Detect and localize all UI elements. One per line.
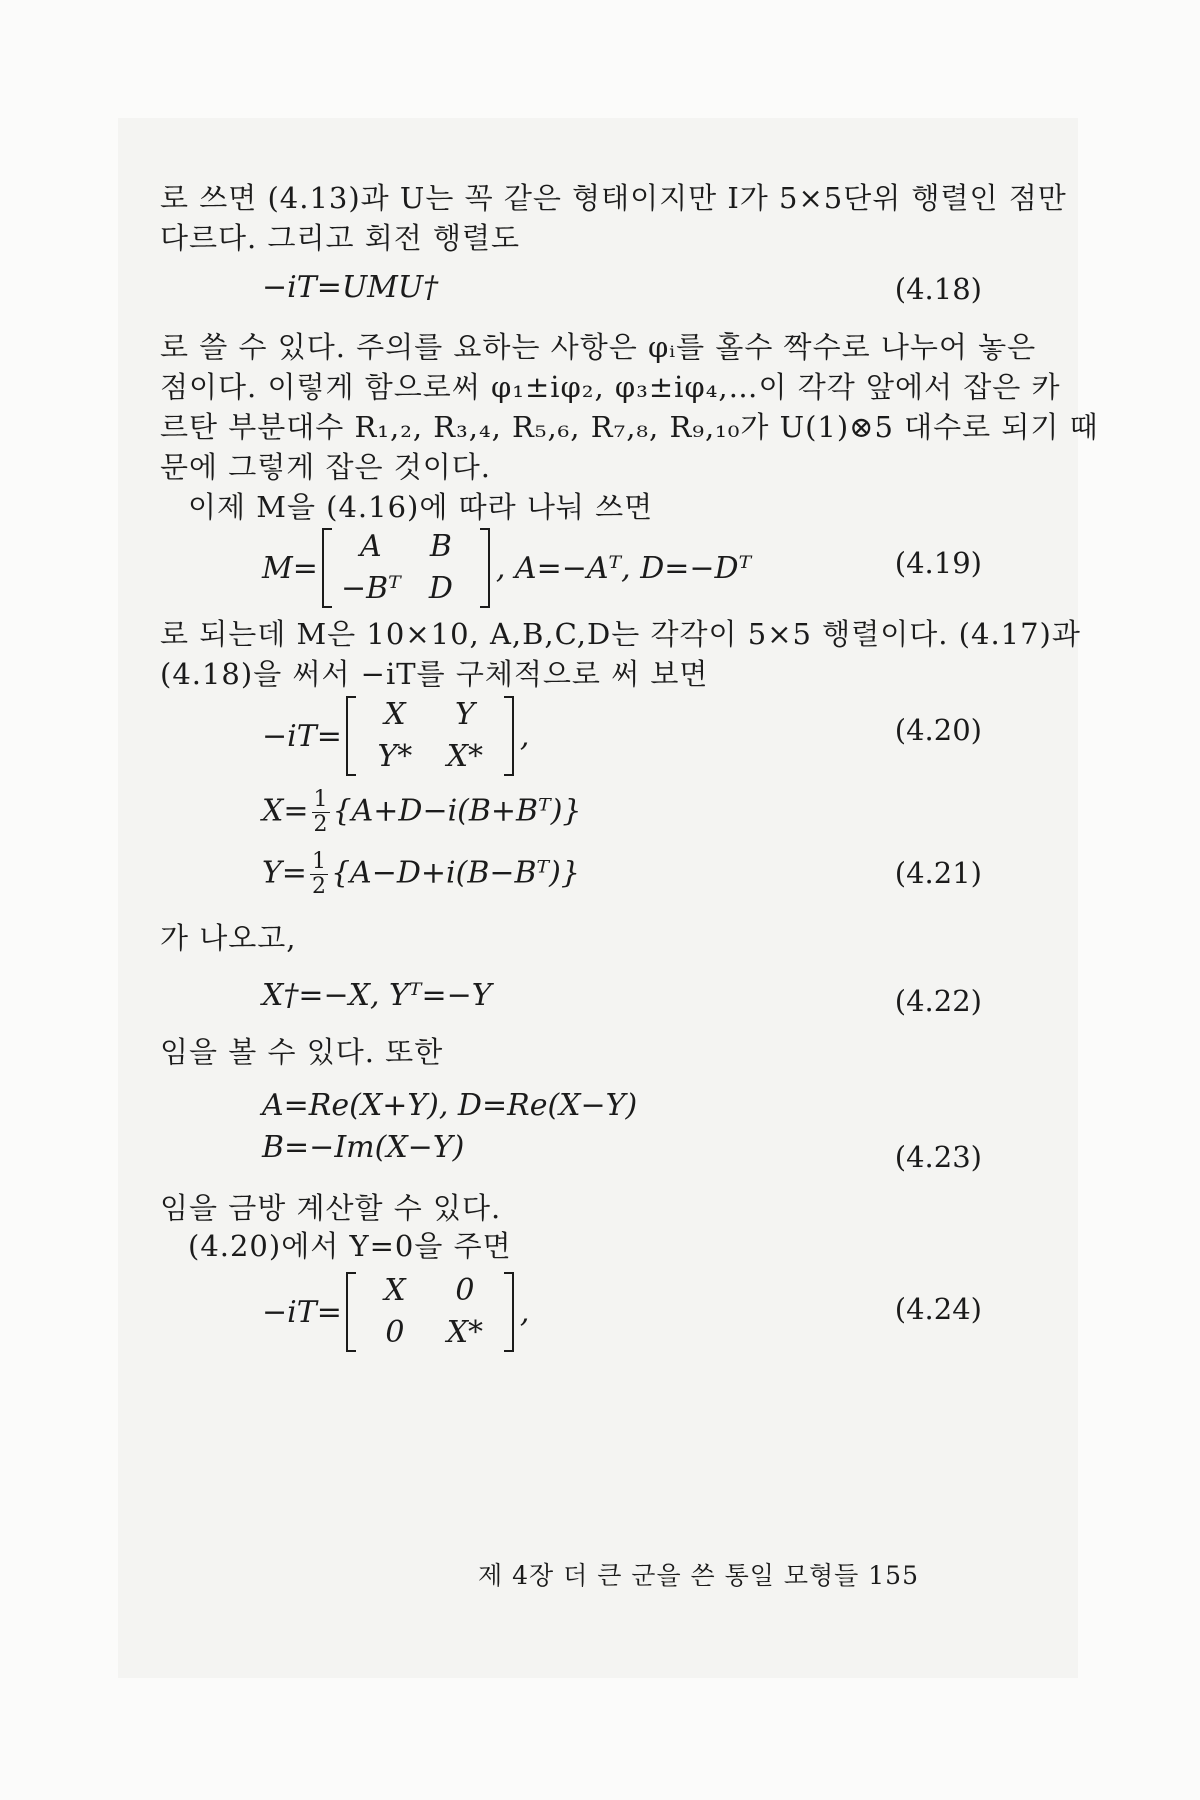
fraction (312, 788, 330, 837)
paragraph-line: (4.18)을 써서 −iT를 구체적으로 써 보면 (160, 657, 709, 691)
matrix (346, 696, 514, 776)
matrix-cell: 0 (455, 1273, 475, 1308)
matrix (322, 528, 490, 608)
fraction-numerator: 1 (311, 849, 326, 874)
fraction (310, 850, 328, 899)
matrix-cell: Y* (377, 739, 413, 774)
fraction-numerator: 1 (313, 787, 328, 812)
matrix-cell: B (429, 529, 452, 564)
matrix-cell: X* (446, 1315, 484, 1350)
equation-lhs: X= (262, 793, 309, 829)
equation-number: (4.23) (894, 1140, 982, 1174)
equation-number: (4.24) (894, 1292, 982, 1326)
paragraph-line: 로 되는데 M은 10×10, A,B,C,D는 각각이 5×5 행렬이다. (4.17)과 (160, 617, 1081, 651)
equation-rhs: {A+D−i(B+Bᵀ)} (332, 793, 582, 829)
matrix-cell: X (384, 1273, 406, 1308)
paragraph-line: 임을 금방 계산할 수 있다. (160, 1191, 502, 1225)
equation-4-23-line2: B=−Im(X−Y) (262, 1130, 465, 1165)
paragraph-line: 점이다. 이렇게 함으로써 φ₁±iφ₂, φ₃±iφ₄,…이 각각 앞에서 잡은 카 (160, 370, 1061, 404)
running-footer: 제 4장 더 큰 군을 쓴 통일 모형들 155 (478, 1561, 919, 1590)
equation-4-23-line1: A=Re(X+Y), D=Re(X−Y) (262, 1088, 638, 1123)
equation-4-18: −iT=UMU† (262, 270, 439, 305)
matrix-cell: A (360, 529, 382, 564)
matrix-cell: −Bᵀ (340, 571, 401, 606)
equation-number: (4.18) (894, 272, 982, 306)
matrix-cell: X* (446, 739, 484, 774)
paragraph-line: (4.20)에서 Y=0을 주면 (188, 1229, 512, 1263)
equation-tail: , A=−Aᵀ, D=−Dᵀ (495, 550, 752, 586)
equation-lhs: −iT= (262, 1294, 342, 1330)
equation-4-22: X†=−X, Yᵀ=−Y (262, 978, 492, 1013)
equation-number: (4.22) (894, 984, 982, 1018)
matrix-cell: X (384, 697, 406, 732)
equation-4-21-y (262, 850, 580, 899)
equation-tail: , (519, 718, 530, 754)
matrix-cell: 0 (385, 1315, 405, 1350)
equation-tail: , (519, 1294, 530, 1330)
matrix (346, 1272, 514, 1352)
matrix-cell: D (428, 571, 453, 606)
fraction-denominator: 2 (313, 812, 328, 837)
equation-4-19 (262, 528, 751, 608)
equation-lhs: M= (262, 550, 318, 586)
equation-number: (4.19) (894, 546, 982, 580)
paragraph-line: 가 나오고, (160, 921, 297, 955)
equation-4-21-x (262, 788, 582, 837)
paragraph-line: 르탄 부분대수 R₁,₂, R₃,₄, R₅,₆, R₇,₈, R₉,₁₀가 U(1)⊗5 대수로 되기 때 (160, 410, 1099, 444)
paragraph-line: 임을 볼 수 있다. 또한 (160, 1035, 444, 1069)
matrix-cell: Y (454, 697, 475, 732)
equation-lhs: −iT= (262, 718, 342, 754)
equation-lhs: Y= (262, 855, 307, 891)
paragraph-line: 로 쓸 수 있다. 주의를 요하는 사항은 φᵢ를 홀수 짝수로 나누어 놓은 (160, 330, 1037, 364)
equation-number: (4.21) (894, 856, 982, 890)
paragraph-line: 로 쓰면 (4.13)과 U는 꼭 같은 형태이지만 I가 5×5단위 행렬인 점만 (160, 181, 1067, 215)
paragraph-line: 다르다. 그리고 회전 행렬도 (160, 221, 521, 255)
paragraph-line: 이제 M을 (4.16)에 따라 나눠 쓰면 (188, 490, 654, 524)
equation-4-24 (262, 1272, 529, 1352)
fraction-denominator: 2 (311, 874, 326, 899)
equation-number: (4.20) (894, 713, 982, 747)
equation-4-20 (262, 696, 529, 776)
paragraph-line: 문에 그렇게 잡은 것이다. (160, 450, 492, 484)
equation-rhs: {A−D+i(B−Bᵀ)} (330, 855, 580, 891)
